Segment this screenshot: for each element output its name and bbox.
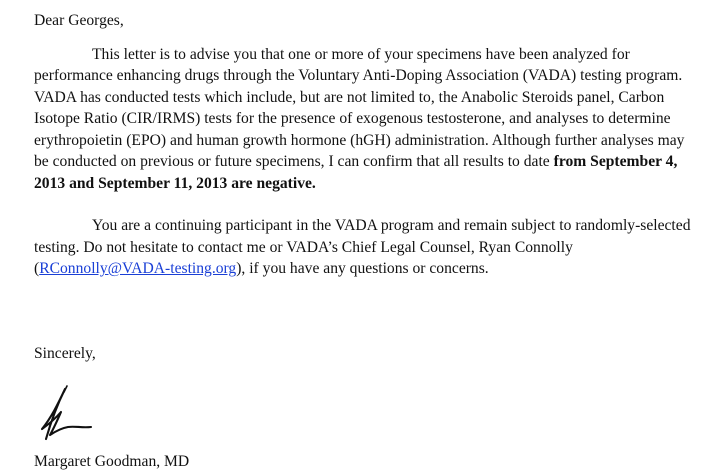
salutation: Dear Georges, (34, 12, 124, 29)
closing: Sincerely, (34, 345, 96, 362)
paragraph-contact-after: ), if you have any questions or concerns. (236, 260, 489, 277)
email-link[interactable]: RConnolly@VADA-testing.org (39, 260, 237, 277)
paragraph-results (34, 44, 702, 195)
paragraph-results-text: This letter is to advise you that one or more of your specimens have been analyzed for performance enhancing drugs through the Voluntary Anti-Doping Association (VADA) testing program. VADA has conducted tests which include, but are not limited to, the Anabolic Steroids panel, Carbon Isotope Ratio (CIR/IRMS) tests for the presence of exogenous testosterone, and analyses to determine erythropoietin (EPO) and human growth hormone (hGH) administration. Although further analyses may be conducted on previous or future specimens, I can confirm that all results to date (34, 45, 685, 170)
paragraph-contact-before: You are a continuing participant in the VADA program and remain subject to randomly-selected testing. Do not hesitate to contact me or VADA’s Chief Legal Counsel, Ryan Connolly ( (34, 217, 691, 277)
letter-body (34, 10, 702, 280)
paragraph-contact (34, 215, 702, 280)
signature-icon (34, 383, 94, 441)
signer-name: Margaret Goodman, MD (34, 453, 190, 470)
paragraph-results-bold: from September 4, 2013 and September 11, 2013 are negative. (34, 153, 678, 192)
